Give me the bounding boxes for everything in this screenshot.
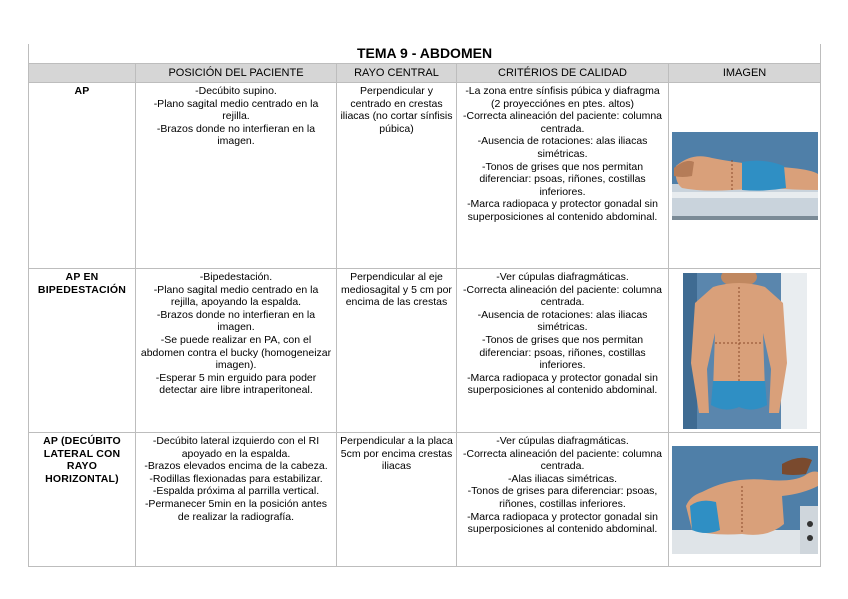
table-row-lateral-decubitus [29, 433, 821, 567]
quality-line: -Correcta alineación del paciente: columna centrada. [462, 283, 663, 309]
patient-supine-photo [672, 132, 818, 220]
quality-line: -Marca radiopaca y protector gonadal sin superposiciones al contenido abdominal. [467, 371, 658, 397]
header-quality: CRITÉRIOS DE CALIDAD [457, 64, 669, 83]
position-line: -Brazos donde no interfieran en la imagen. [156, 308, 316, 334]
projection-label: RAYO [66, 460, 98, 473]
document-sheet [28, 44, 820, 567]
projection-cell [29, 433, 136, 567]
header-blank [29, 64, 136, 83]
central-ray-cell [337, 269, 457, 433]
header-row [29, 64, 821, 83]
position-line: -Plano sagital medio centrado en la rejilla. [153, 97, 319, 123]
position-line: -Permanecer 5min en la posición antes de realizar la radiografía. [144, 497, 328, 523]
quality-cell [457, 433, 669, 567]
table-row-standing [29, 269, 821, 433]
quality-line: -Ver cúpulas diafragmáticas. [496, 271, 629, 283]
position-cell [136, 83, 337, 269]
quality-line: -Tonos de grises para diferenciar: psoas, riñones, costillas inferiores. [467, 485, 658, 510]
position-line: -Brazos elevados encima de la cabeza. [144, 460, 328, 473]
position-line: -Bipedestación. [199, 271, 273, 283]
quality-line: -Ausencia de rotaciones: alas iliacas simétricas. [477, 135, 648, 160]
quality-line: -Tonos de grises que nos permitan diferenciar: psoas, riñones, costillas inferiores. [479, 333, 646, 372]
central-ray-text: Perpendicular y centrado en crestas iliacas (no cortar sínfisis púbica) [340, 85, 453, 135]
position-line: -Rodillas flexionadas para estabilizar. [149, 472, 323, 485]
position-line: -Plano sagital medio centrado en la rejilla, apoyando la espalda. [153, 283, 319, 309]
quality-cell [457, 269, 669, 433]
quality-line: -Ver cúpulas diafragmáticas. [496, 435, 629, 447]
position-line: -Se puede realizar en PA, con el abdomen contra el bucky (homogeneizar imagen). [140, 333, 332, 372]
position-line: -Decúbito lateral izquierdo con el RI apoyado en la espalda. [152, 435, 320, 460]
image-cell [669, 83, 821, 269]
projection-label: AP [74, 85, 90, 97]
quality-line: -Correcta alineación del paciente: columna centrada. [462, 447, 663, 473]
table-title: TEMA 9 - ABDOMEN [29, 44, 821, 64]
patient-standing-photo [683, 273, 807, 429]
quality-line: -Marca radiopaca y protector gonadal sin superposiciones al contenido abdominal. [467, 198, 658, 223]
quality-line: -Alas iliacas simétricas. [507, 472, 618, 485]
central-ray-text: Perpendicular al eje mediosagital y 5 cm por encima de las crestas [341, 271, 452, 309]
central-ray-text: Perpendicular a la placa 5cm por encima crestas iliacas [340, 435, 453, 473]
image-cell [669, 433, 821, 567]
position-cell [136, 269, 337, 433]
projection-label: BIPEDESTACIÓN [37, 283, 127, 296]
position-line: -Decúbito supino. [195, 85, 277, 97]
abdomen-table [28, 44, 821, 567]
projection-label: LATERAL CON [43, 447, 121, 460]
quality-line: -La zona entre sínfisis púbica y diafragma (2 proyecciónes en ptes. altos) [465, 85, 660, 110]
projection-cell [29, 83, 136, 269]
quality-cell [457, 83, 669, 269]
quality-line: -Ausencia de rotaciones: alas iliacas simétricas. [477, 308, 648, 334]
quality-line: -Correcta alineación del paciente: columna centrada. [462, 110, 663, 135]
projection-label: AP EN [65, 271, 99, 283]
patient-lateral-decubitus-photo [672, 446, 818, 554]
position-cell [136, 433, 337, 567]
header-image: IMAGEN [669, 64, 821, 83]
header-position: POSICIÓN DEL PACIENTE [136, 64, 337, 83]
projection-label: HORIZONTAL) [45, 472, 119, 485]
position-line: -Esperar 5 min erguido para poder detectar aire libre intraperitoneal. [155, 371, 317, 397]
image-cell [669, 269, 821, 433]
central-ray-cell [337, 83, 457, 269]
central-ray-cell [337, 433, 457, 567]
projection-cell [29, 269, 136, 433]
projection-label: AP (DECÚBITO [43, 435, 121, 447]
quality-line: -Marca radiopaca y protector gonadal sin superposiciones al contenido abdominal. [467, 510, 658, 536]
table-row-ap [29, 83, 821, 269]
position-line: -Brazos donde no interfieran en la imagen. [156, 122, 316, 148]
header-central-ray: RAYO CENTRAL [337, 64, 457, 83]
position-line: -Espalda próxima al parrilla vertical. [152, 485, 320, 498]
quality-line: -Tonos de grises que nos permitan diferenciar: psoas, riñones, costillas inferiores. [479, 160, 646, 198]
